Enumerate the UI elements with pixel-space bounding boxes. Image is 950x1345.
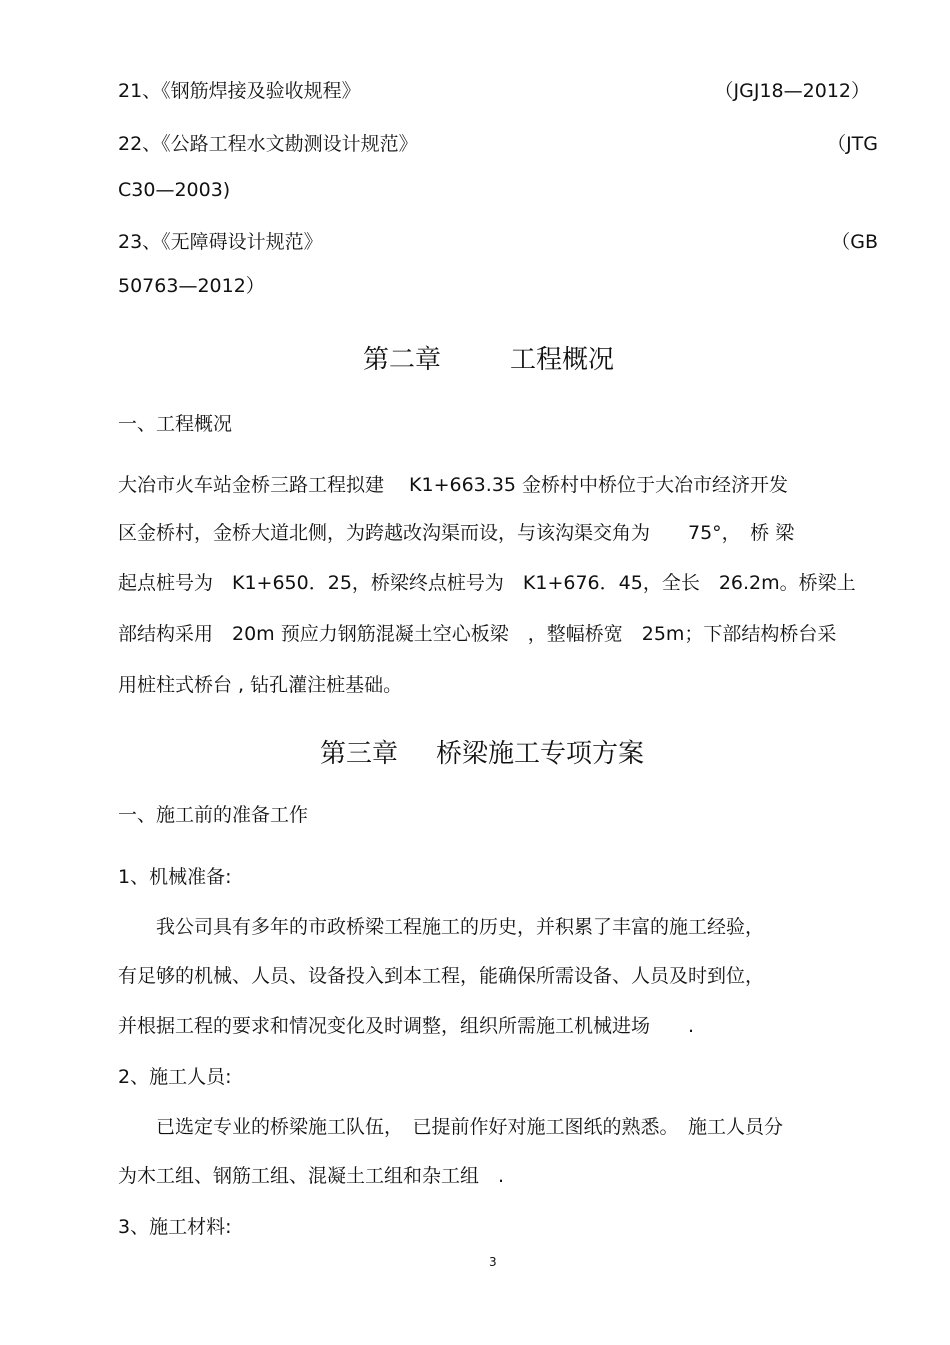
standard-23-title: 23、《无障碍设计规范》 [118,231,323,253]
machinery-heading: 1、机械准备: [118,866,232,888]
chapter-3-title: 桥梁施工专项方案 [436,739,645,769]
standard-23-code-b: 50763—2012） [118,275,265,297]
standard-22-code-a: （JTG [827,133,878,155]
machinery-line-1: 我公司具有多年的市政桥梁工程施工的历史，并积累了丰富的施工经验， [118,916,765,938]
materials-heading: 3、施工材料: [118,1216,232,1238]
overview-line-2: 区金桥村，金桥大道北侧，为跨越改沟渠而设，与该沟渠交角为 75°， 桥 梁 [118,522,795,544]
personnel-line-2: 为木工组、钢筋工组、混凝土工组和杂工组 . [118,1165,505,1187]
page-number: 3 [489,1255,497,1269]
machinery-line-2: 有足够的机械、人员、设备投入到本工程，能确保所需设备、人员及时到位， [118,965,765,987]
standard-21-code: （JGJ18—2012） [714,80,870,102]
chapter-3-section-1: 一、施工前的准备工作 [118,804,309,826]
standard-22-title: 22、《公路工程水文勘测设计规范》 [118,133,418,155]
standard-23-code-a: （GB [831,231,878,253]
standard-21-title: 21、《钢筋焊接及验收规程》 [118,80,361,102]
overview-line-4: 部结构采用 20m 预应力钢筋混凝土空心板梁 ，整幅桥宽 25m；下部结构桥台采 [118,623,837,645]
overview-line-1: 大冶市火车站金桥三路工程拟建 K1+663.35 金桥村中桥位于大冶市经济开发 [118,474,789,496]
standard-22-code-b: C30—2003) [118,179,231,201]
overview-line-3: 起点桩号为 K1+650．25，桥梁终点桩号为 K1+676．45，全长 26.2m。桥梁上 [118,572,856,594]
personnel-line-1: 已选定专业的桥梁施工队伍， 已提前作好对施工图纸的熟悉。 施工人员分 [118,1116,784,1138]
chapter-3-number: 第三章 [320,739,399,769]
chapter-2-title: 工程概况 [510,345,615,375]
chapter-2-number: 第二章 [363,345,442,375]
chapter-2-section-1: 一、工程概况 [118,413,233,435]
overview-line-5: 用桩柱式桥台 , 钻孔灌注桩基础。 [118,674,403,696]
machinery-line-3: 并根据工程的要求和情况变化及时调整，组织所需施工机械进场 . [118,1015,695,1037]
personnel-heading: 2、施工人员: [118,1066,232,1088]
